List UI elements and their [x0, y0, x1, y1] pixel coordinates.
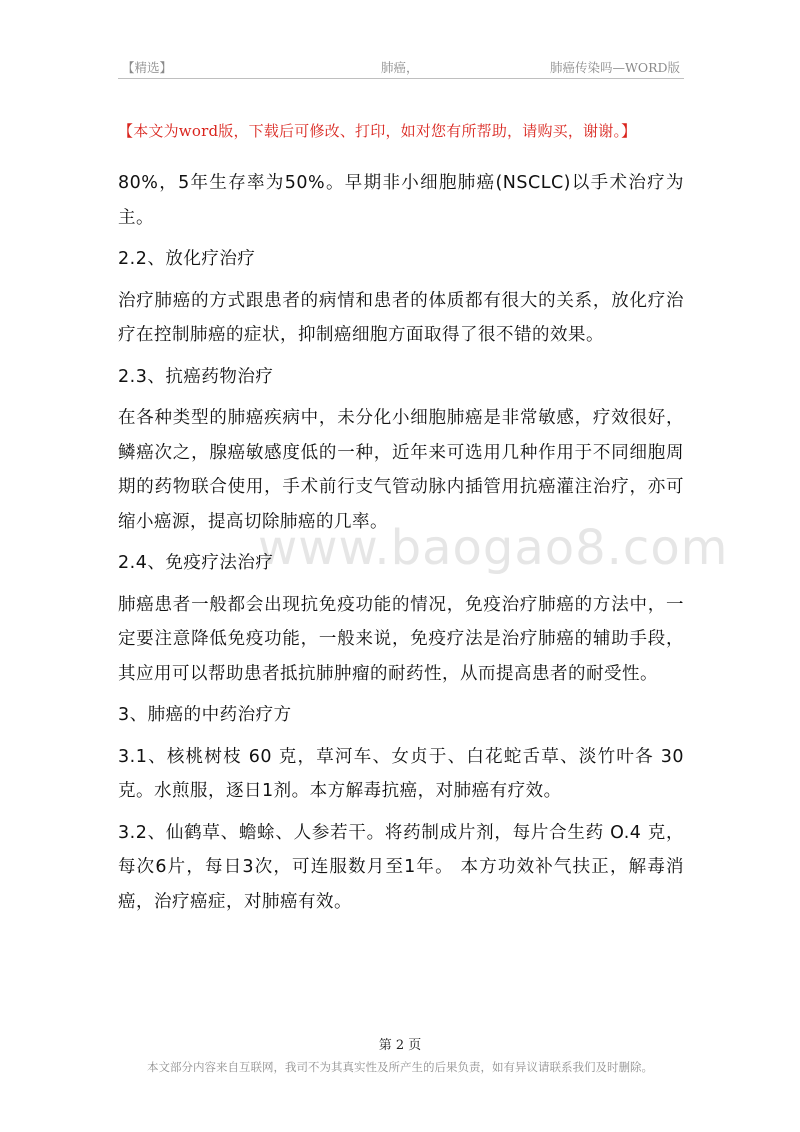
- header-left-label: 【精选】: [122, 60, 173, 75]
- header-right-label: 肺癌传染吗—WORD版: [549, 60, 680, 75]
- page-number: 第 2 页: [378, 1038, 422, 1053]
- site-watermark: www.baogao8.com: [258, 520, 729, 576]
- paragraph-drug-therapy: 在各种类型的肺癌疾病中，未分化小细胞肺癌是非常敏感，疗效很好，鳞癌次之，腺癌敏感度低的一种，近年来可选用几种作用于不同细胞周期的药物联合使用，手术前行支气管动脉内插管用抗癌灌注治疗，亦可缩小癌源，提高切除肺癌的几率。: [118, 408, 684, 532]
- paragraph-immunotherapy: 肺癌患者一般都会出现抗免疫功能的情况，免疫治疗肺癌的方法中，一定要注意降低免疫功能，一般来说，免疫疗法是治疗肺癌的辅助手段，其应用可以帮助患者抵抗肺肿瘤的耐药性，从而提高患者的耐受性。: [118, 594, 684, 684]
- section-heading-2-2: 2.2、放化疗治疗: [118, 249, 256, 269]
- header-center-label: 肺癌，: [381, 60, 419, 75]
- section-heading-3: 3、肺癌的中药治疗方: [118, 705, 292, 725]
- document-body: [118, 166, 684, 926]
- section-heading-2-4: 2.4、免疫疗法治疗: [118, 553, 274, 573]
- paragraph-survival: 80%，5年生存率为50%。早期非小细胞肺癌(NSCLC)以手术治疗为主。: [118, 173, 684, 228]
- footer-disclaimer: 本文部分内容来自互联网，我司不为其真实性及所产生的后果负责，如有异议请联系我们及时删除。: [147, 1060, 653, 1074]
- red-notice: 【本文为word版，下载后可修改、打印，如对您有所帮助，请购买，谢谢。】: [118, 122, 637, 140]
- paragraph-chemoradiation: 治疗肺癌的方式跟患者的病情和患者的体质都有很大的关系，放化疗治疗在控制肺癌的症状，抑制癌细胞方面取得了很不错的效果。: [118, 290, 684, 345]
- page-header: [118, 56, 684, 79]
- section-heading-2-3: 2.3、抗癌药物治疗: [118, 366, 274, 387]
- paragraph-remedy-3-1: 3.1、核桃树枝 60 克，草河车、女贞于、白花蛇舌草、淡竹叶各 30克。水煎服，逐日1剂。本方解毒抗癌，对肺癌有疗效。: [118, 746, 684, 801]
- paragraph-remedy-3-2: 3.2、仙鹤草、蟾蜍、人参若干。将药制成片剂，每片合生药 O.4 克，每次6片，每日3次，可连服数月至1年。 本方功效补气扶正，解毒消癌，治疗癌症，对肺癌有效。: [118, 822, 684, 912]
